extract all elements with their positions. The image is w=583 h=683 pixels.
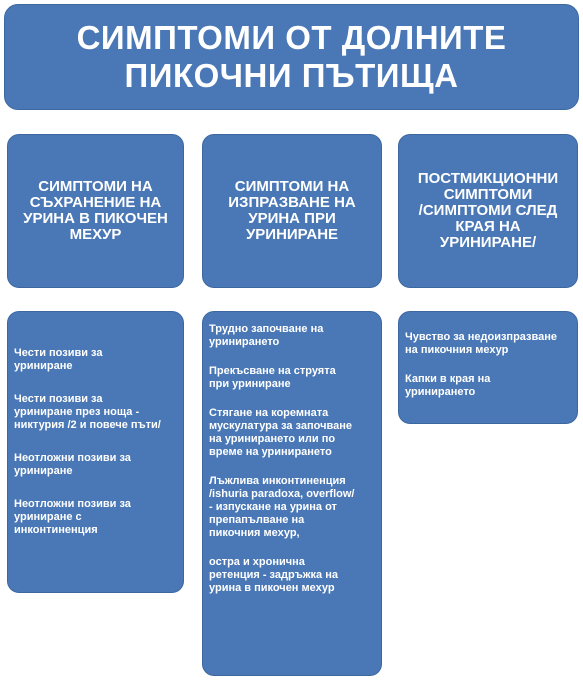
main-title-line-1: СИМПТОМИ ОТ ДОЛНИТЕ [76,19,507,56]
list-item-line: уриниране през ноща - [14,406,140,418]
storage-symptoms-list [7,311,184,593]
list-item [14,452,177,478]
storage-symptoms-header [7,134,184,288]
list-item-line: уринирането [405,386,476,398]
voiding-symptoms-header [202,134,382,288]
header-line: УРИНА В ПИКОЧЕН [23,210,168,227]
list-item [209,556,375,595]
list-item-line: на уринирането или по [209,433,336,445]
voiding-symptoms-list [202,311,382,676]
list-item-line: Неотложни позиви за [14,452,131,464]
list-item-line: инконтиненция [14,524,98,536]
list-item-line: ретенция - задръжка на [209,569,338,581]
header-line: /СИМПТОМИ СЛЕД [418,202,558,219]
header-line: СЪХРАНЕНИЕ НА [29,194,162,211]
header-line: КРАЯ НА [455,218,521,235]
list-item-line: Чести позиви за [14,393,103,405]
list-item [209,323,375,349]
list-item-line: препапълване на [209,514,305,526]
list-item-line: уриниране [14,360,73,372]
list-item-line: Лъжлива инконтиненция [209,475,346,487]
list-item-line: уриниране [14,465,73,477]
list-item-line: Прекъсване на струята [209,365,336,377]
header-line: ПОСТМИКЦИОННИ [417,170,559,187]
list-item-line: Капки в края на [405,373,491,385]
list-item [14,498,177,537]
list-item-line: Трудно започване на [209,323,324,335]
header-line: СИМПТОМИ НА [38,178,153,195]
main-title-box [4,4,579,110]
list-item-line: уринирането [209,336,280,348]
header-line: УРИНИРАНЕ [245,226,339,243]
list-item [14,347,177,373]
list-item-line: остра и хронична [209,556,305,568]
header-line: УРИНИРАНЕ/ [439,234,537,251]
list-item-line: при уриниране [209,378,291,390]
list-item-line: Стягане на коремната [209,407,329,419]
postmicturition-symptoms-list [398,311,578,424]
list-item [209,407,375,459]
list-item-line: /ishuria paradoxa, overflow/ [209,488,355,500]
list-item-line: Чести позиви за [14,347,103,359]
list-item-line: мускулатура за започване [209,420,352,432]
list-item [405,331,571,357]
list-item [209,365,375,391]
list-item-line: на пикочния мехур [405,344,509,356]
header-line: ИЗПРАЗВАНЕ НА [228,194,356,211]
list-item-line: уриниране с [14,511,82,523]
list-item [14,393,177,432]
list-item-line: Чувство за недоизпразване [405,331,558,343]
list-item [209,475,375,540]
list-item-line: Неотложни позиви за [14,498,131,510]
list-item-line: пикочния мехур, [209,527,300,539]
header-line: УРИНА ПРИ [248,210,336,227]
header-line: СИМПТОМИ [443,186,533,203]
list-item [405,373,571,399]
list-item-line: урина в пикочен мехур [209,582,335,594]
list-item-line: никтурия /2 и повече пъти/ [14,419,161,431]
header-line: МЕХУР [69,226,122,243]
list-item-line: време на уринирането [209,446,332,458]
list-item-line: - изпускане на урина от [209,501,337,513]
postmicturition-symptoms-header [398,134,578,288]
main-title-line-2: ПИКОЧНИ ПЪТИЩА [124,57,459,94]
header-line: СИМПТОМИ НА [234,178,350,195]
